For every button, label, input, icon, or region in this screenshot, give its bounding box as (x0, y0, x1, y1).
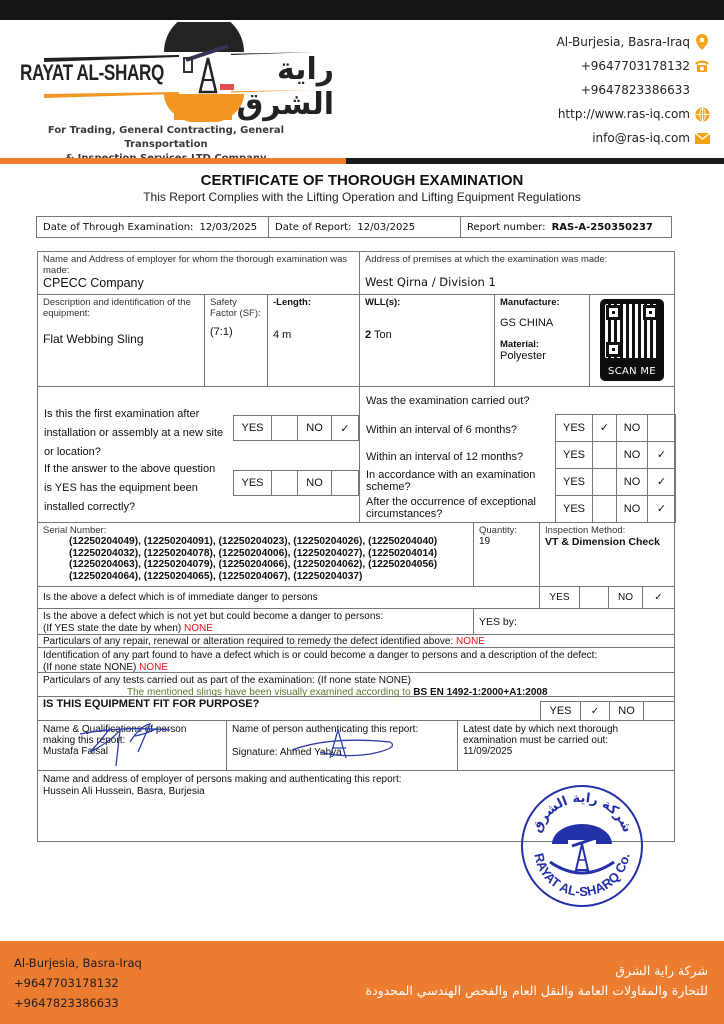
length-label: -Length: (273, 297, 311, 308)
serial-label: Serial Number: (43, 525, 107, 536)
fit-no-box[interactable] (644, 702, 674, 720)
exam-question-text: Within an interval of 12 months? (366, 451, 524, 463)
check-mark-icon: ✓ (654, 592, 663, 603)
yes-label: YES (540, 587, 580, 608)
immediate-danger-label: Is the above a defect which is of immediate danger to persons (38, 587, 540, 608)
company-name-en: RAYAT AL-SHARQ (20, 60, 164, 85)
manufacture-cell (495, 295, 590, 386)
signature-ahmed-icon (290, 728, 400, 768)
first-exam-yes-no (233, 415, 359, 441)
footer-phone-2[interactable]: +9647823386633 (14, 996, 119, 1010)
contact-phone-1 (450, 54, 710, 78)
exam-question-yes-box[interactable] (593, 441, 617, 468)
footer-company-desc-ar: للتجارة والمقاولات العامة والنقل العام والفحص الهندسي المحدودة (365, 983, 708, 998)
quantity-cell (474, 523, 540, 586)
check-mark-icon: ✓ (590, 705, 600, 717)
contact-address-text: Al-Burjesia, Basra-Iraq (556, 35, 690, 49)
quantity-value: 19 (479, 536, 491, 547)
employer-of-persons-label: Name and address of employer of persons making and authenticating this report: (43, 774, 402, 785)
material-value: Polyester (500, 350, 546, 362)
wll-unit: Ton (371, 329, 392, 341)
immediate-danger-yes-box[interactable] (580, 587, 609, 608)
repair-cell (38, 635, 674, 647)
yes-label: YES (556, 414, 593, 441)
company-stamp-icon (520, 784, 644, 908)
footer-company-ar (366, 961, 708, 1001)
material-label: Material: (500, 339, 540, 350)
inspection-method-cell (540, 523, 674, 586)
footer-contacts (14, 953, 142, 1013)
wll-label: WLL(s): (365, 297, 401, 308)
yes-label: YES (556, 495, 593, 522)
serial-line: (12250204049), (12250204091), (12250204023), (12250204026), (12250204040) (69, 536, 438, 547)
tagline-line-1: For Trading, General Contracting, General Transportation (47, 125, 285, 150)
employer-cell (38, 252, 360, 294)
qr-scan-label: SCAN ME (608, 366, 656, 377)
repair-row (38, 635, 674, 648)
installed-yes-box[interactable] (272, 471, 298, 495)
future-danger-instruction: (If YES state the date by when) (43, 622, 182, 634)
contact-address (450, 30, 710, 54)
exam-question-yes-box[interactable] (593, 414, 617, 441)
contact-phone-2-text[interactable]: +9647823386633 (580, 83, 690, 97)
manufacture-value: GS CHINA (500, 317, 554, 329)
qr-cell (590, 295, 674, 386)
yes-label: YES (556, 468, 593, 495)
report-number-field (461, 217, 671, 237)
serial-line: (12250204063), (12250204079), (12250204066), (12250204062), (12250204056) (69, 559, 438, 570)
length-cell (268, 295, 360, 386)
telephone-icon (694, 58, 710, 74)
document-subtitle: This Report Complies with the Lifting Operation and Lifting Equipment Regulations (143, 190, 581, 204)
premises-label: Address of premises at which the examination was made: (365, 254, 608, 265)
no-label: NO (617, 441, 648, 468)
quantity-label: Quantity: (479, 525, 518, 536)
report-number-value: RAS-A-250350237 (551, 221, 653, 233)
yes-label: YES (541, 702, 581, 720)
exam-question-yes-no (555, 441, 676, 469)
equipment-desc-label: Description and identification of the equipment: (43, 297, 191, 319)
yes-label: YES (556, 441, 593, 468)
company-name-ar: راية الشرق (236, 52, 334, 122)
footer (0, 941, 724, 1024)
first-exam-no-box[interactable] (332, 416, 358, 440)
fit-for-purpose-question: IS THIS EQUIPMENT FIT FOR PURPOSE? (43, 698, 260, 710)
qr-code-icon (605, 304, 659, 358)
check-mark-icon: ✓ (656, 476, 667, 488)
date-bar (36, 216, 672, 238)
no-label: NO (617, 414, 648, 441)
no-label: NO (610, 702, 644, 720)
authenticator-label: Name of person authenticating this report: (232, 724, 419, 735)
employer-of-persons-value: Hussein Ali Hussein, Basra, Burjesia (43, 785, 205, 797)
globe-icon (694, 106, 710, 122)
contact-email (450, 126, 710, 150)
report-date-value: 12/03/2025 (357, 221, 416, 233)
exam-question-no-box[interactable] (648, 414, 675, 441)
fit-yes-box[interactable] (581, 702, 610, 720)
equipment-desc-value: Flat Webbing Sling (43, 332, 144, 346)
employer-label: Name and Address of employer for whom the thorough examination was made: (43, 254, 348, 276)
report-number-label: Report number: (467, 221, 546, 233)
document-title: CERTIFICATE OF THOROUGH EXAMINATION (200, 172, 524, 189)
exam-question-text: After the occurrence of exceptional circumstances? (366, 496, 536, 520)
tests-label: Particulars of any tests carried out as part of the examination: (If none state NONE) (43, 675, 411, 686)
no-label: NO (617, 495, 648, 522)
inspection-method-value: VT & Dimension Check (545, 536, 660, 548)
inspection-method-label: Inspection Method: (545, 525, 626, 536)
yes-label: YES (234, 416, 272, 440)
part-defect-instruction: (If none state NONE) (43, 661, 137, 673)
contact-website-link[interactable]: http://www.ras-iq.com (557, 107, 690, 121)
premises-value: West Qirna / Division 1 (365, 275, 496, 289)
tests-cell (38, 673, 674, 696)
part-defect-label: Identification of any part found to have a defect which is or could become a danger to persons and a description of the defect: (43, 650, 598, 661)
exam-date-field (37, 217, 269, 237)
question-first-exam: Is this the first examination after installation or assembly at a new site or location? (44, 408, 224, 458)
check-mark-icon: ✓ (656, 449, 667, 461)
future-danger-label: Is the above a defect which is not yet but could become a danger to persons: (43, 611, 384, 622)
footer-phone-1[interactable]: +9647703178132 (14, 976, 119, 990)
footer-company-name-ar: شركة راية الشرق (615, 963, 708, 978)
tests-row (38, 673, 674, 697)
yes-label: YES (234, 471, 272, 495)
safety-factor-cell (205, 295, 268, 386)
future-danger-sub (43, 623, 468, 635)
safety-factor-label: Safety Factor (SF): (210, 297, 261, 319)
employer-premises-row (38, 252, 674, 295)
exam-question-yes-box[interactable] (593, 495, 617, 522)
exam-question-yes-no (555, 468, 676, 496)
exam-date-label: Date of Through Examination: (43, 221, 194, 233)
report-maker-value: Mustafa Faisal (43, 746, 109, 757)
company-logo (14, 22, 334, 140)
serial-row (38, 523, 674, 587)
serial-cell (38, 523, 474, 586)
equipment-row (38, 295, 674, 387)
installed-yes-no (233, 470, 359, 496)
exam-question-yes-box[interactable] (593, 468, 617, 495)
exam-carried-out-heading: Was the examination carried out? (366, 395, 530, 407)
future-danger-row (38, 609, 674, 635)
report-maker-label: Name & Qualifications of person making this report: (43, 724, 187, 746)
part-defect-row (38, 648, 674, 673)
tests-standard: BS EN 1492-1:2000+A1:2008 (413, 686, 548, 698)
length-value: 4 m (273, 329, 292, 341)
next-exam-value: 11/09/2025 (463, 746, 513, 757)
exam-question-yes-no (555, 414, 676, 442)
check-mark-icon: ✓ (340, 422, 350, 435)
future-danger-value: NONE (184, 622, 213, 634)
wll-number: 2 (365, 329, 372, 341)
no-label: NO (298, 416, 332, 440)
header-divider-orange (0, 158, 346, 164)
footer-address: Al-Burjesia, Basra-Iraq (14, 956, 142, 970)
question-installed-correctly: If the answer to the above question is YES has the equipment been installed correctly? (44, 463, 216, 513)
part-defect-cell (38, 648, 674, 672)
next-exam-label: Latest date by which next thorough examination must be carried out: (463, 724, 619, 746)
contact-email-link[interactable]: info@ras-iq.com (592, 131, 690, 145)
immediate-danger-no-box[interactable] (643, 587, 674, 608)
exam-question-yes-no (555, 495, 676, 523)
tests-value: The mentioned slings have been visually examined according to (127, 686, 411, 698)
exam-question-no-box[interactable] (648, 468, 675, 495)
check-mark-icon: ✓ (599, 422, 610, 434)
wll-value (365, 329, 489, 341)
questions-left-cell (38, 387, 360, 522)
questions-right-cell (360, 387, 674, 522)
fit-for-purpose-row (38, 697, 674, 721)
stamp-english-text: RAYAT AL-SHARQ Co. (531, 851, 633, 900)
contact-website (450, 102, 710, 126)
questions-row (38, 387, 674, 523)
manufacture-label: Manufacture: (500, 297, 560, 308)
top-dark-bar (0, 0, 724, 20)
safety-factor-value: (7:1) (210, 326, 233, 338)
serial-numbers (43, 536, 468, 582)
header-contacts (450, 30, 710, 150)
first-exam-yes-box[interactable] (272, 416, 298, 440)
check-mark-icon: ✓ (656, 503, 667, 515)
authenticator-value: Signature: Ahmed Yahya (232, 747, 342, 758)
next-exam-cell (458, 721, 674, 770)
repair-label: Particulars of any repair, renewal or alteration required to remedy the defect identified above: (43, 636, 454, 647)
no-label: NO (617, 468, 648, 495)
employer-value: CPECC Company (43, 276, 144, 290)
no-label: NO (609, 587, 643, 608)
envelope-icon (694, 130, 710, 146)
exam-question-text: In accordance with an examination scheme? (366, 469, 536, 493)
yes-by-field[interactable]: YES by: (479, 615, 517, 628)
report-date-label: Date of Report: (275, 221, 352, 233)
immediate-danger-row (38, 587, 674, 609)
serial-line: (12250204064), (12250204065), (12250204067), (12250204037) (69, 570, 363, 582)
equipment-desc-cell (38, 295, 205, 386)
no-label: NO (298, 471, 332, 495)
report-date-field (269, 217, 461, 237)
stamp-arabic-text: شركة راية الشرق (529, 790, 635, 835)
installed-no-box[interactable] (332, 471, 358, 495)
wll-cell (360, 295, 495, 386)
exam-question-no-box[interactable] (648, 441, 675, 468)
part-defect-value: NONE (139, 661, 169, 673)
exam-date-value: 12/03/2025 (199, 221, 258, 233)
fit-yes-no (540, 701, 674, 720)
future-danger-cell (38, 609, 474, 634)
location-pin-icon (694, 34, 710, 50)
exam-question-no-box[interactable] (648, 495, 675, 522)
qr-code-badge[interactable] (600, 299, 664, 381)
header-divider-dark (346, 158, 724, 164)
repair-value: NONE (456, 636, 485, 647)
serial-line: (12250204032), (12250204078), (12250204006), (12250204027), (12250204014) (69, 547, 438, 559)
contact-phone-2 (450, 78, 710, 102)
contact-phone-1-text[interactable]: +9647703178132 (580, 59, 690, 73)
premises-cell (360, 252, 674, 294)
exam-question-text: Within an interval of 6 months? (366, 424, 518, 436)
signature-mustafa-icon (80, 722, 190, 772)
